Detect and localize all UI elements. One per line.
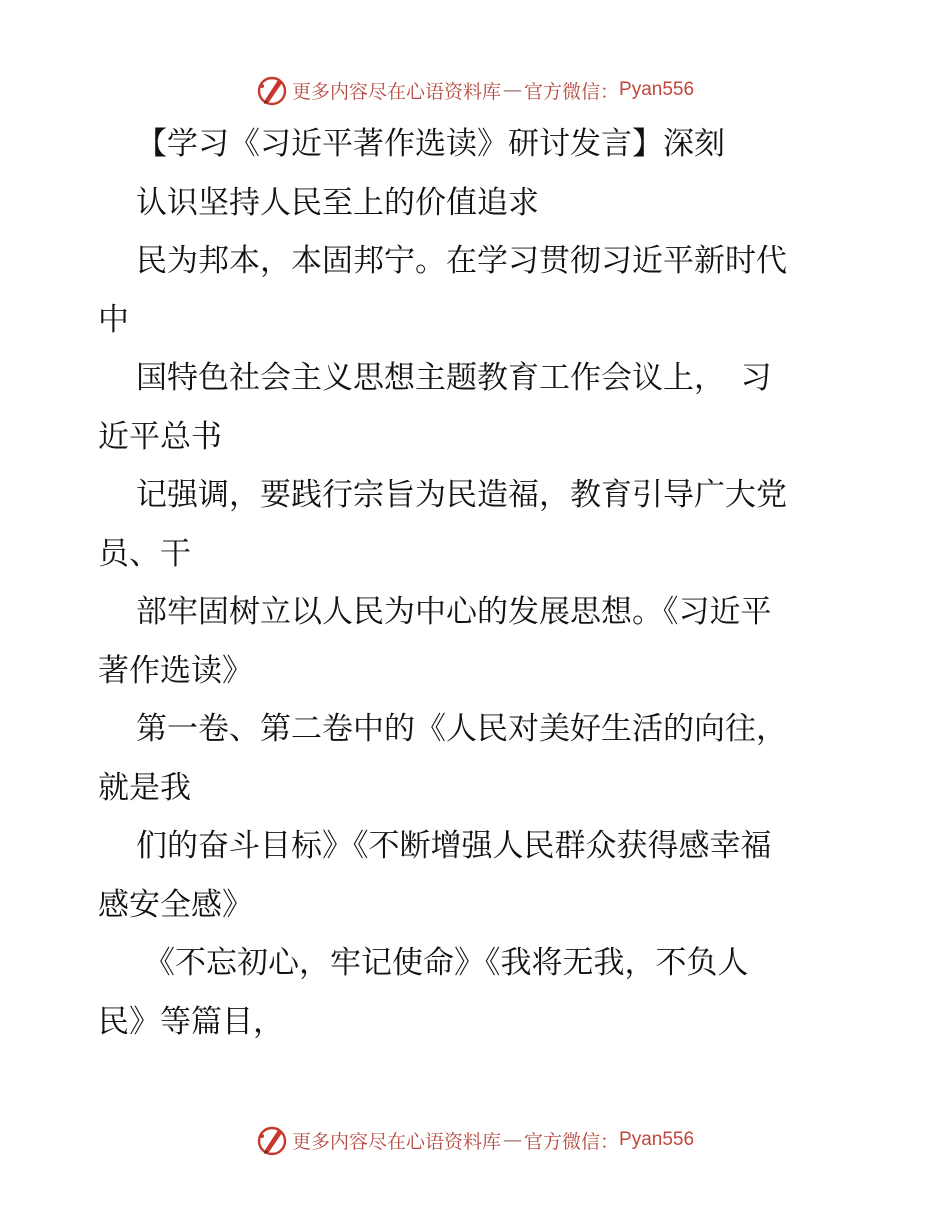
- text-line: 中: [98, 301, 129, 338]
- text-line: 认识坚持人民至上的价值追求: [136, 184, 539, 221]
- text-line: 们的奋斗目标》《不断增强人民群众获得感幸福: [136, 828, 772, 864]
- text-line: 著作选读》: [98, 652, 253, 689]
- text-line: 国特色社会主义思想主题教育工作会议上， 习: [136, 360, 772, 396]
- header-banner: [0, 70, 950, 110]
- footer-banner: [0, 1120, 950, 1160]
- text-line: 就是我: [98, 769, 191, 806]
- text-line: 感安全感》: [98, 886, 253, 923]
- banner-wechat-label: 官方微信: [523, 80, 600, 103]
- text-line: 民为邦本，本固邦宁。在学习贯彻习近平新时代: [136, 243, 787, 279]
- banner-brand-text: 更多内容尽在心语资料库: [291, 80, 501, 103]
- text-line: 近平总书: [98, 418, 222, 455]
- banner-wechat-id: Pyan556: [619, 1129, 695, 1150]
- banner-colon: ：: [600, 1130, 620, 1153]
- body-text: [98, 115, 858, 1051]
- pen-circle-icon: [256, 74, 288, 106]
- text-line: 第一卷、第二卷中的《人民对美好生活的向往，: [136, 711, 787, 747]
- banner-brand-text: 更多内容尽在心语资料库: [291, 1130, 501, 1153]
- text-line: 民》等篇目，: [98, 1003, 284, 1040]
- pen-circle-icon: [256, 1124, 288, 1156]
- text-line: 部牢固树立以人民为中心的发展思想。《习近平: [136, 594, 772, 630]
- text-line: 记强调，要践行宗旨为民造福，教育引导广大党: [136, 477, 787, 513]
- banner-wechat-label: 官方微信: [523, 1130, 600, 1153]
- banner-wechat-id: Pyan556: [619, 79, 695, 100]
- banner-colon: ：: [600, 80, 620, 103]
- text-line: 员、干: [98, 535, 191, 572]
- banner-separator: —: [502, 1129, 522, 1151]
- text-line: 《不忘初心，牢记使命》《我将无我，不负人: [144, 945, 749, 981]
- banner-separator: —: [502, 79, 522, 101]
- text-line: 【学习《习近平著作选读》研讨发言】深刻: [136, 126, 725, 162]
